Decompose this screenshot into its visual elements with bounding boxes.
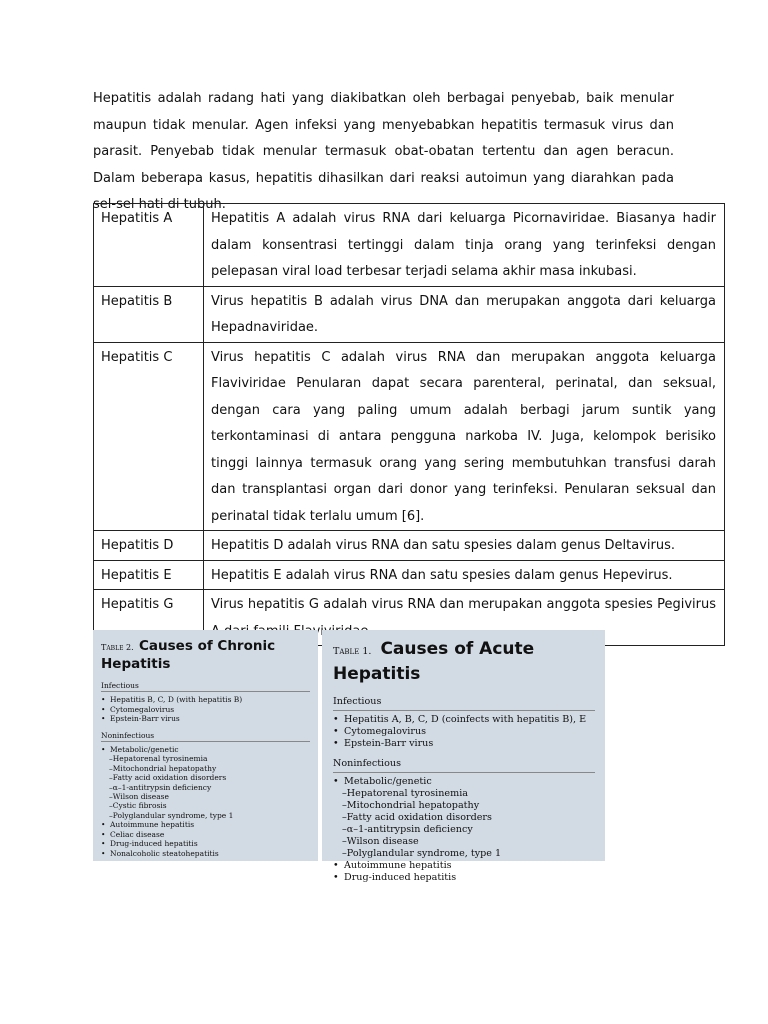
table1-infectious-heading: Infectious	[333, 696, 595, 711]
hepatitis-type-name: Hepatitis D	[94, 531, 204, 561]
table1-label: Table 1.	[333, 646, 372, 657]
hepatitis-type-description: Hepatitis E adalah virus RNA dan satu spesies dalam genus Hepevirus.	[204, 560, 725, 590]
table2-heading	[101, 638, 310, 674]
table1-infectious-list	[333, 714, 595, 750]
list-item: • Metabolic/genetic	[333, 776, 595, 788]
list-subitem: –Polyglandular syndrome, type 1	[342, 848, 502, 859]
hepatitis-type-description: Virus hepatitis C adalah virus RNA dan merupakan anggota keluarga Flaviviridae Penularan dapat secara parenteral, perinatal, dan seksual, dengan cara yang paling umum adalah berbagi jarum suntik yang terkontaminasi di antara pengguna narkoba IV. Juga, kelompok berisiko tinggi lainnya termasuk orang yang sering membutuhkan transfusi darah dan transplantasi organ dari donor yang terinfeksi. Penularan seksual dan perinatal tidak terlalu umum [6].	[204, 342, 725, 531]
table2-infectious-heading: Infectious	[101, 681, 310, 692]
table-row	[94, 286, 725, 342]
table2-title-line1: Causes of Chronic	[139, 638, 276, 654]
table2-noninfectious-list	[101, 745, 310, 858]
list-subitem: –Polyglandular syndrome, type 1	[109, 810, 234, 820]
hepatitis-types-table	[93, 203, 725, 646]
hepatitis-type-name: Hepatitis E	[94, 560, 204, 590]
list-subitem: –α–1-antitrypsin deficiency	[109, 782, 212, 792]
table1-heading	[333, 638, 595, 688]
list-subitem: –Fatty acid oxidation disorders	[109, 773, 227, 783]
list-item: • Epstein-Barr virus	[101, 714, 310, 723]
list-subitem: –Mitochondrial hepatopathy	[109, 763, 217, 773]
hepatitis-type-description: Virus hepatitis G adalah virus RNA dan merupakan anggota spesies Pegivirus	[204, 590, 725, 646]
list-subitem: –Wilson disease	[109, 792, 169, 802]
list-item: • Drug-induced hepatitis	[101, 839, 310, 848]
table-row	[94, 204, 725, 287]
list-item: • Epstein-Barr virus	[333, 738, 595, 750]
hepatitis-type-description: Hepatitis A adalah virus RNA dari keluarga Picornaviridae. Biasanya hadir dalam konsentrasi tertinggi dalam tinja orang yang terinfeksi dengan pelepasan viral load terbesar terjadi selama akhir masa inkubasi.	[204, 204, 725, 287]
table1-noninfectious-heading: Noninfectious	[333, 758, 595, 773]
list-item: • Nonalcoholic steatohepatitis	[101, 849, 310, 858]
table-row	[94, 342, 725, 531]
list-subitem: –Hepatorenal tyrosinemia	[109, 754, 208, 764]
list-item: • Hepatitis A, B, C, D (coinfects with hepatitis B), E	[333, 714, 595, 726]
intro-paragraph: Hepatitis adalah radang hati yang diakibatkan oleh berbagai penyebab, baik menular maupun tidak menular. Agen infeksi yang menyebabkan hepatitis termasuk virus dan parasit. Penyebab tidak menular termasuk obat-obatan tertentu dan agen beracun. Dalam beberapa kasus, hepatitis dihasilkan dari reaksi autoimun yang diarahkan pada sel-sel hati di tubuh.	[93, 91, 674, 212]
hepatitis-type-name: Hepatitis C	[94, 342, 204, 531]
table2-label: Table 2.	[101, 643, 134, 652]
table-row	[94, 560, 725, 590]
list-subitem: –α–1-antitrypsin deficiency	[342, 824, 473, 835]
list-item: • Drug-induced hepatitis	[333, 872, 595, 884]
table2-noninfectious-heading: Noninfectious	[101, 731, 310, 742]
list-item: • Hepatitis B, C, D (with hepatitis B)	[101, 695, 310, 704]
list-item: • Celiac disease	[101, 830, 310, 839]
hepatitis-type-description: Hepatitis D adalah virus RNA dan satu spesies dalam genus Deltavirus.	[204, 531, 725, 561]
table-row	[94, 531, 725, 561]
list-item: • Autoimmune hepatitis	[333, 860, 595, 872]
table2-title-line2: Hepatitis	[101, 656, 171, 672]
list-subitem: –Hepatorenal tyrosinemia	[342, 788, 468, 799]
table1-acute-causes-panel	[322, 630, 605, 883]
table1-title: Causes of Acute Hepatitis	[333, 639, 535, 684]
hepatitis-table-body	[94, 204, 725, 646]
list-item: • Metabolic/genetic	[101, 745, 310, 754]
list-subitem: –Cystic fibrosis	[109, 801, 167, 811]
list-item: • Cytomegalovirus	[101, 705, 310, 714]
hepatitis-type-description: Virus hepatitis B adalah virus DNA dan merupakan anggota dari keluarga Hepadnaviridae.	[204, 286, 725, 342]
list-subitem: –Wilson disease	[342, 836, 419, 847]
list-subitem: –Mitochondrial hepatopathy	[342, 800, 480, 811]
table1-noninfectious-list	[333, 776, 595, 884]
list-item: • Cytomegalovirus	[333, 726, 595, 738]
hepatitis-type-name: Hepatitis B	[94, 286, 204, 342]
list-subitem: –Fatty acid oxidation disorders	[342, 812, 492, 823]
table2-chronic-causes-panel	[93, 630, 318, 861]
hepatitis-type-name: Hepatitis G	[94, 590, 204, 646]
table2-infectious-list	[101, 695, 310, 723]
list-item: • Autoimmune hepatitis	[101, 820, 310, 829]
hepatitis-type-name: Hepatitis A	[94, 204, 204, 287]
